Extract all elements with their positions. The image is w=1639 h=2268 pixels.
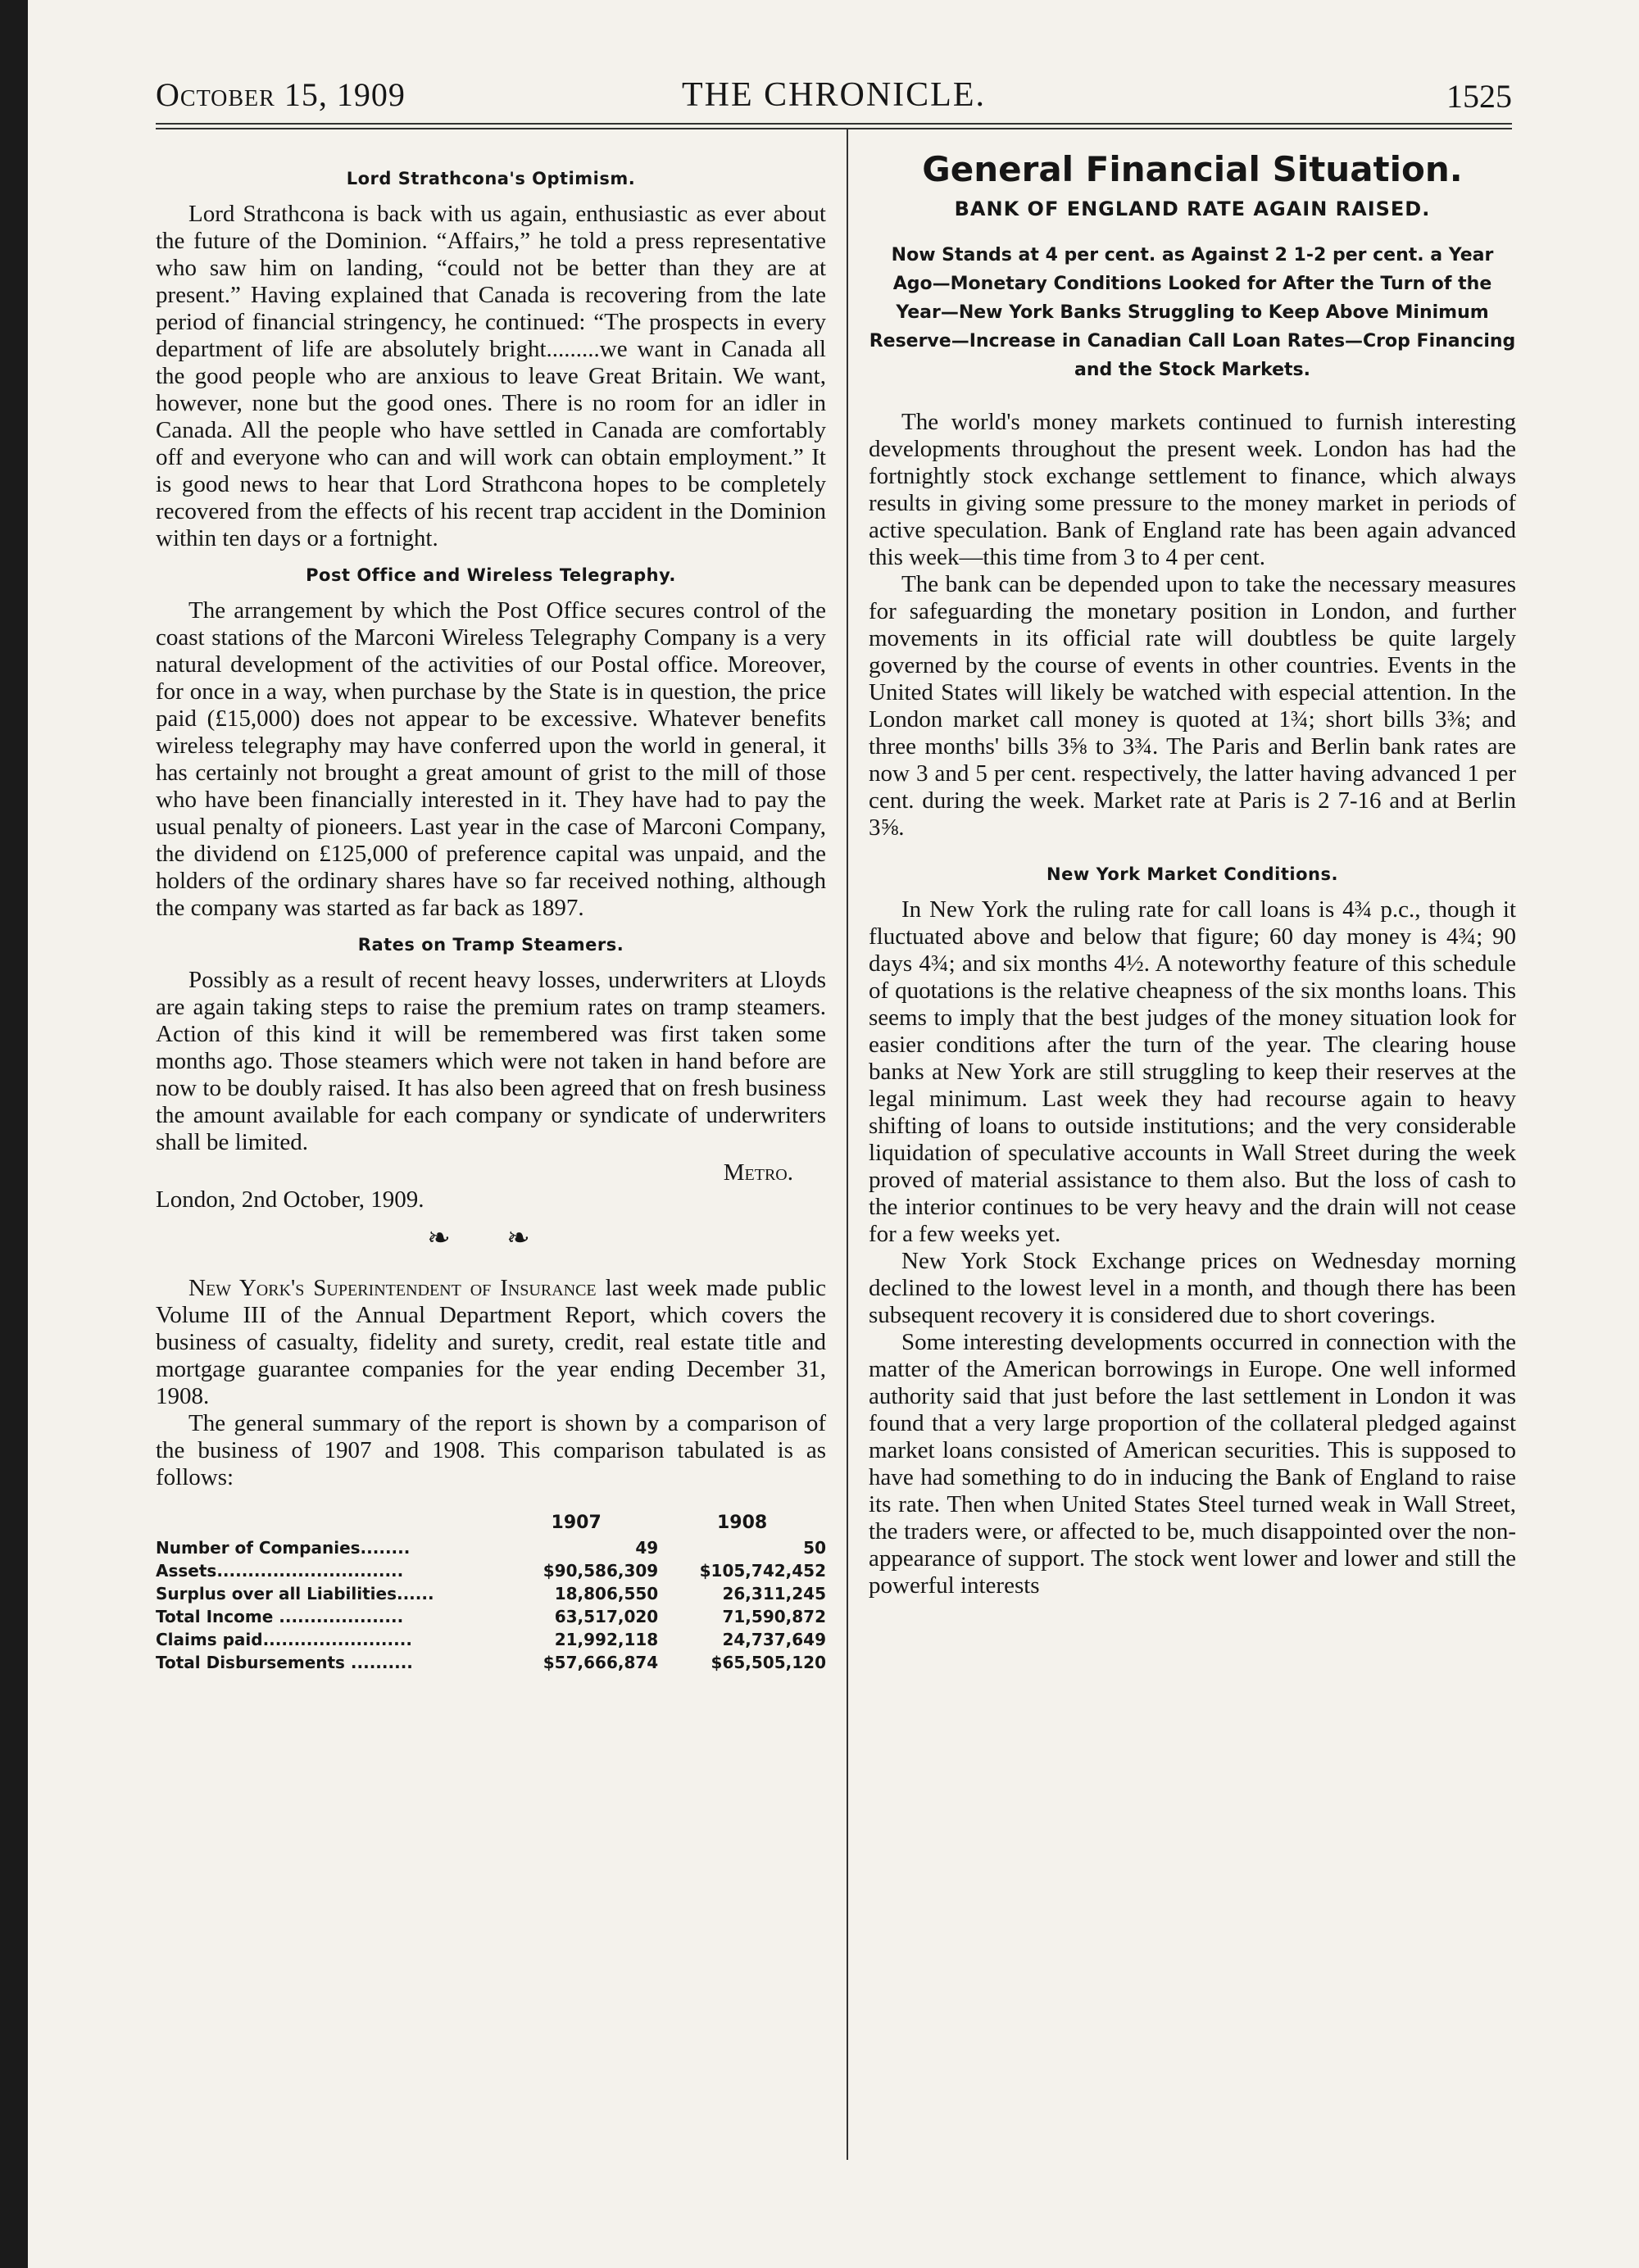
section-title-strathcona: Lord Strathcona's Optimism.	[346, 169, 636, 188]
value-1907: 18,806,550	[554, 1584, 659, 1603]
paragraph: Lord Strathcona is back with us again, enthusiastic as ever about the future of the Dominion. “Affairs,” he told a press representative who saw him on landing, “could not be better than they are at present.” Having explained that Canada is recovering from the late period of financial stringency, he continued: “The prospects in every department of life are absolutely bright.........we want in Canada all the good people who are anxious to leave Great Britain. We want, however, none but the good ones. There is no room for an idler in Canada. All the people who have settled in Canada are comfortably off and everyone who can and will work can obtain employment.” It is good news to hear that Lord Strathcona hopes to be completely recovered from the effects of his recent trap accident in the Dominion within ten days or a fortnight.	[156, 201, 826, 551]
table-row	[156, 1582, 826, 1605]
ornament-divider: ❧ ❧	[427, 1223, 555, 1254]
paragraph: In New York the ruling rate for call loans is 4¾ p.c., though it fluctuated above and below that figure; 60 day money is 4¾; 90 days 4¾; and six months 4½. A noteworthy feature of this schedule of quotations is the relative cheapness of the six months loans. This seems to imply that the best judges of the money situation look for easier conditions after the turn of the year. The clearing house banks at New York are still struggling to keep their reserves at the legal minimum. Last week they had recourse again to heavy shifting of loans to outside institutions; and the very considerable liquidation of speculative accounts in Wall Street during the week proved of material assistance to them also. But the loss of cash to the interior continues to be very heavy and the drain will not cease for a few weeks yet.	[869, 896, 1516, 1247]
table-header-1908: 1908	[716, 1513, 768, 1533]
column-divider	[847, 129, 848, 2160]
value-1908: 24,737,649	[722, 1630, 826, 1649]
table-row	[156, 1651, 826, 1674]
page-number: 1525	[1446, 78, 1512, 115]
dateline: London, 2nd October, 1909.	[156, 1186, 425, 1213]
paragraph: The bank can be depended upon to take the necessary measures for safeguarding the monetary position in London, and further movements in its official rate will doubtless be quite largely governed by the course of events in other countries. Events in the United States will likely be watched with especial attention. In the London market call money is quoted at 1¾; short bills 3⅜; and three months' bills 3⅝ to 3¾. The Paris and Berlin bank rates are now 3 and 5 per cent. respectively, the latter having advanced 1 per cent. during the week. Market rate at Paris is 2 7-16 and at Berlin 3⅝.	[869, 571, 1516, 841]
value-1907: 49	[635, 1538, 659, 1558]
issue-date: October 15, 1909	[156, 76, 406, 113]
value-1907: 63,517,020	[554, 1607, 659, 1626]
paragraph: The arrangement by which the Post Office secures control of the coast stations of the Marconi Wireless Telegraphy Company is a very natural development of the activities of our Postal office. Moreover, for once in a way, when purchase by the State is in question, the price paid (£15,000) does not appear to be excessive. Whatever benefits wireless telegraphy may have conferred upon the world in general, it has certainly not brought a great amount of grist to the mill of those who have been financially interested in it. They have had to pay the usual penalty of pioneers. Last year in the case of Marconi Company, the dividend on £125,000 of preference capital was unpaid, and the holders of the ordinary shares have so far received nothing, although the company was started as far back as 1897.	[156, 597, 826, 921]
paragraph: New York Stock Exchange prices on Wednesday morning declined to the lowest level in a month, and though there has been subsequent recovery it is considered due to short coverings.	[869, 1248, 1516, 1328]
value-1908: $65,505,120	[711, 1653, 826, 1672]
table-header-row	[156, 1509, 826, 1536]
value-1908: 50	[803, 1538, 826, 1558]
table-row	[156, 1559, 826, 1582]
right-column	[869, 149, 1516, 1599]
article-subtitle: BANK OF ENGLAND RATE AGAIN RAISED.	[954, 197, 1431, 220]
table-row	[156, 1605, 826, 1628]
value-1907: $90,586,309	[543, 1561, 659, 1581]
article-title: General Financial Situation.	[922, 149, 1463, 189]
row-label: Surplus over all Liabilities......	[156, 1584, 434, 1603]
article-deck: Now Stands at 4 per cent. as Against 2 1-2 per cent. a Year Ago—Monetary Conditions Looked for After the Turn of the Year—New York Banks Struggling to Keep Above Minimum Reserve—Increase in Canadian Call Loan Rates—Crop Financing and the Stock Markets.	[869, 245, 1516, 380]
table-row	[156, 1536, 826, 1559]
row-label: Number of Companies........	[156, 1538, 411, 1558]
table-header-blank	[156, 1509, 494, 1536]
value-1908: 26,311,245	[722, 1584, 826, 1603]
value-1908: $105,742,452	[699, 1561, 826, 1581]
paragraph: The world's money markets continued to furnish interesting developments throughout the present week. London has had the fortnightly stock exchange settlement to finance, which always results in giving some pressure to the money market in periods of active speculation. Bank of England rate has been again advanced this week—this time from 3 to 4 per cent.	[869, 409, 1516, 570]
section-title-new-york: New York Market Conditions.	[1047, 864, 1338, 884]
table-row	[156, 1628, 826, 1651]
value-1907: 21,992,118	[554, 1630, 659, 1649]
insurance-summary-table	[156, 1509, 826, 1674]
left-column	[156, 156, 826, 1674]
row-label: Total Income ....................	[156, 1607, 404, 1626]
paragraph	[156, 1275, 826, 1410]
section-title-tramp-steamers: Rates on Tramp Steamers.	[357, 935, 624, 955]
section-title-post-office: Post Office and Wireless Telegraphy.	[306, 565, 676, 585]
table-header-1907: 1907	[551, 1513, 602, 1533]
value-1907: $57,666,874	[543, 1653, 659, 1672]
page-header	[156, 75, 1512, 116]
publication-title: THE CHRONICLE.	[682, 76, 986, 114]
insurance-lead: New York's Superintendent of Insurance	[188, 1275, 597, 1301]
insurance-text: last week made public Volume III of the Annual Department Report, which covers the business of casualty, fidelity and surety, credit, real estate title and mortgage guarantee companies for the year ending December 31, 1908.	[156, 1275, 827, 1409]
paragraph: The general summary of the report is shown by a comparison of the business of 1907 and 1908. This comparison tabulated is as follows:	[156, 1410, 826, 1490]
header-rule-bottom	[156, 128, 1512, 129]
header-rule-top	[156, 123, 1512, 125]
row-label: Assets..............................	[156, 1561, 404, 1581]
value-1908: 71,590,872	[722, 1607, 826, 1626]
paragraph: Possibly as a result of recent heavy losses, underwriters at Lloyds are again taking steps to raise the premium rates on tramp steamers. Action of this kind it will be remembered was first taken some months ago. Those steamers which were not taken in hand before are now to be doubly raised. It has also been agreed that on fresh business the amount available for each company or syndicate of underwriters shall be limited.	[156, 967, 826, 1155]
row-label: Claims paid........................	[156, 1630, 412, 1649]
paragraph: Some interesting developments occurred in connection with the matter of the American borrowings in Europe. One well informed authority said that just before the last settlement in London it was found that a very large proportion of the collateral pledged against market loans consisted of American securities. This is supposed to have had something to do in inducing the Bank of England to raise its rate. Then when United States Steel turned weak in Wall Street, the traders were, or affected to be, much disappointed over the non-appearance of support. The stock went lower and lower and still the powerful interests	[869, 1329, 1516, 1599]
row-label: Total Disbursements ..........	[156, 1653, 413, 1672]
signature: Metro.	[723, 1159, 793, 1186]
